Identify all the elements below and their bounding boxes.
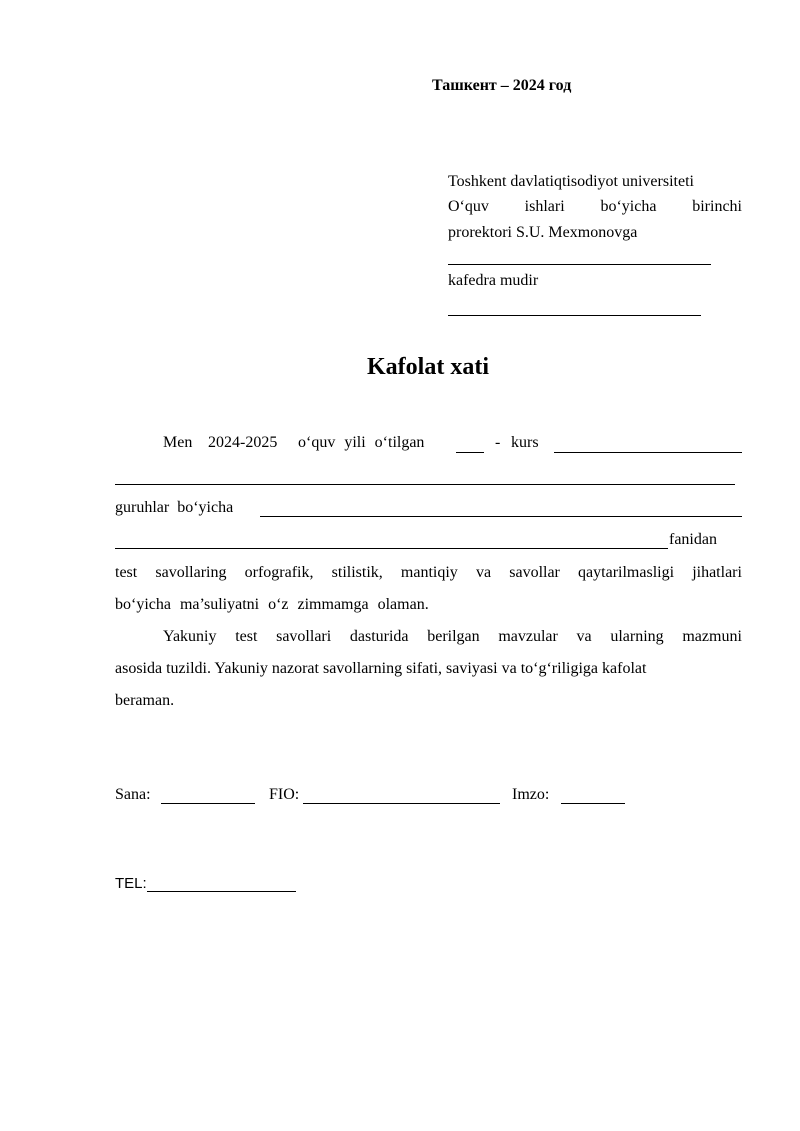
addressee-word: birinchi: [692, 198, 742, 215]
body-word: ularning: [610, 628, 664, 645]
fan-blank: [115, 548, 668, 549]
body-oquv-yili: o‘quv yili o‘tilgan: [298, 434, 425, 451]
body-word: va: [475, 564, 492, 581]
body-word: savollaring: [155, 564, 227, 581]
body-word: Yakuniy: [163, 628, 217, 645]
body-kurs: kurs: [511, 434, 539, 451]
body-line-test: [115, 564, 742, 582]
sana-blank: [161, 803, 255, 804]
addressee-blank-line: [448, 264, 711, 265]
body-line-asosida: asosida tuzildi. Yakuniy nazorat savollarning sifati, saviyasi va to‘g‘riligiga kafolat: [115, 660, 647, 677]
body-year: 2024-2025: [208, 434, 278, 451]
body-line-masuliyat: bo‘yicha ma’suliyatni o‘z zimmamga olaman.: [115, 596, 429, 613]
fio-label: FIO:: [269, 786, 300, 803]
course-blank: [456, 452, 484, 453]
body-word: mantiqiy: [400, 564, 458, 581]
kurs-blank: [554, 452, 742, 453]
body-men: Men: [163, 434, 193, 451]
body-word: savollar: [509, 564, 560, 581]
imzo-blank: [561, 803, 625, 804]
addressee-line-4: kafedra mudir: [448, 272, 539, 289]
guruhlar-blank: [260, 516, 742, 517]
body-word: berilgan: [427, 628, 480, 645]
addressee-word: ishlari: [524, 198, 565, 215]
addressee-word: O‘quv: [448, 198, 489, 215]
body-word: qaytarilmasligi: [578, 564, 675, 581]
body-line-yakuniy: [163, 628, 742, 646]
tel-label: TEL:: [115, 875, 147, 892]
kafedra-blank-line: [448, 315, 701, 316]
body-word: mazmuni: [682, 628, 742, 645]
body-word: dasturida: [349, 628, 409, 645]
body-fanidan: fanidan: [669, 531, 717, 548]
body-guruhlar: guruhlar bo‘yicha: [115, 499, 234, 516]
fio-blank: [303, 803, 500, 804]
body-dash: -: [495, 434, 501, 451]
addressee-line-3: prorektori S.U. Mexmonovga: [448, 224, 638, 241]
body-line-beraman: beraman.: [115, 692, 175, 709]
body-word: mavzular: [498, 628, 558, 645]
body-word: jihatlari: [692, 564, 742, 581]
document-title: Kafolat xati: [367, 354, 489, 380]
body-blank-line-2: [115, 484, 735, 485]
body-word: test: [115, 564, 138, 581]
body-word: orfografik,: [244, 564, 314, 581]
body-word: test: [235, 628, 258, 645]
imzo-label: Imzo:: [512, 786, 550, 803]
sana-label: Sana:: [115, 786, 151, 803]
body-word: stilistik,: [331, 564, 383, 581]
body-word: savollari: [276, 628, 332, 645]
addressee-line-2: [448, 198, 742, 216]
addressee-line-1: Toshkent davlatiqtisodiyot universiteti: [448, 173, 694, 190]
addressee-word: bo‘yicha: [600, 198, 657, 215]
tel-blank: [147, 891, 296, 892]
header-city-year: Ташкент – 2024 год: [432, 77, 572, 94]
body-word: va: [576, 628, 592, 645]
